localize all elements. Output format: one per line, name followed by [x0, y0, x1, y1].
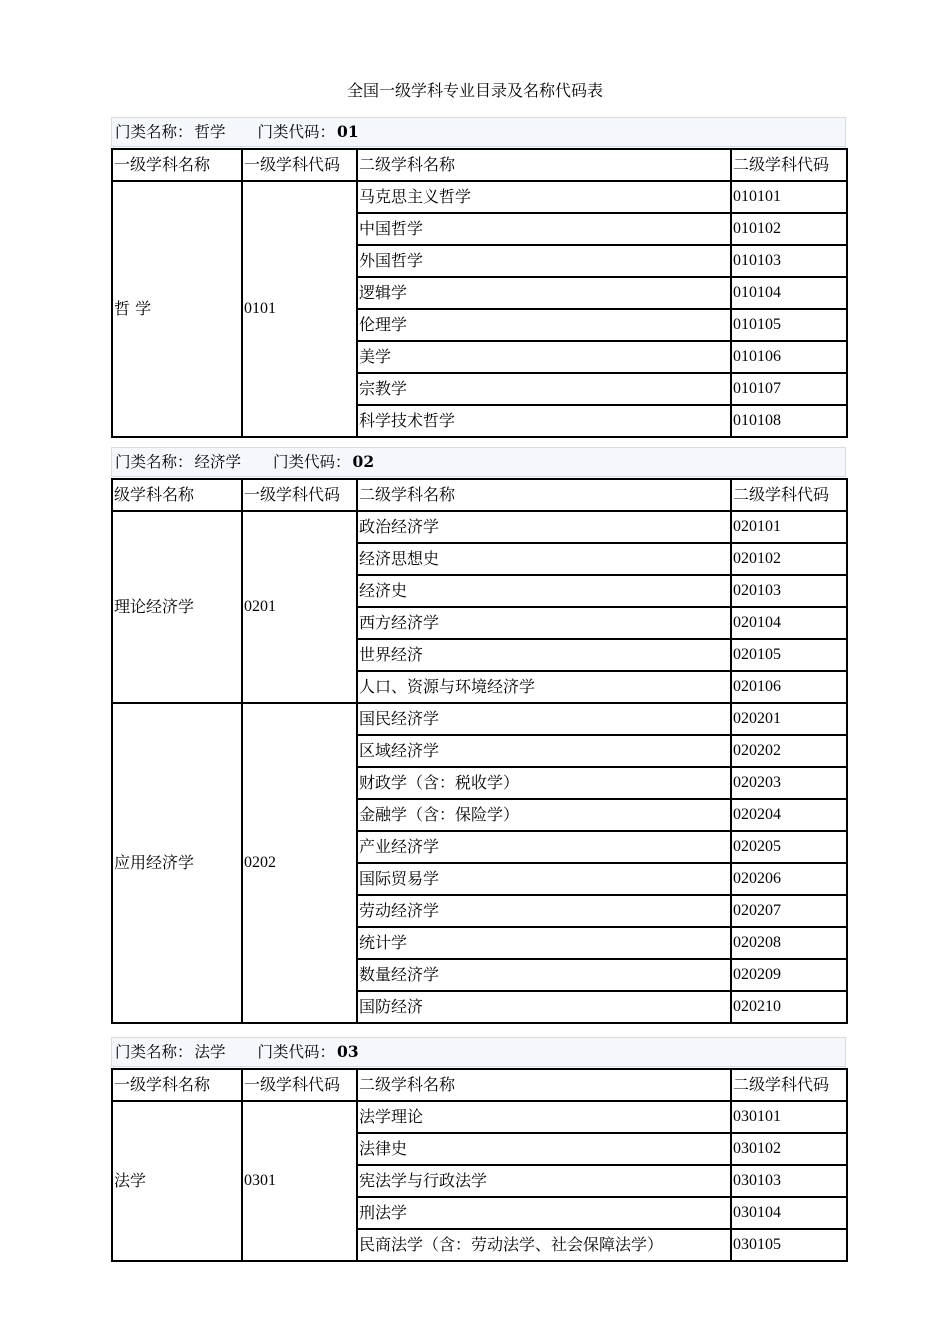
- header-first-level-code: 一级学科代码: [242, 479, 357, 511]
- second-level-name: 法学理论: [357, 1101, 731, 1133]
- second-level-name: 西方经济学: [357, 607, 731, 639]
- category-name-label: 门类名称：: [115, 453, 193, 471]
- category-name: 经济学: [194, 453, 242, 471]
- second-level-code: 010108: [731, 405, 847, 437]
- second-level-name: 中国哲学: [357, 213, 731, 245]
- second-level-name: 产业经济学: [357, 831, 731, 863]
- second-level-name: 科学技术哲学: [357, 405, 731, 437]
- second-level-code: 020105: [731, 639, 847, 671]
- second-level-code: 020202: [731, 735, 847, 767]
- second-level-name: 国民经济学: [357, 703, 731, 735]
- second-level-name: 政治经济学: [357, 511, 731, 543]
- second-level-name: 刑法学: [357, 1197, 731, 1229]
- second-level-name: 人口、资源与环境经济学: [357, 671, 731, 703]
- second-level-code: 010101: [731, 181, 847, 213]
- second-level-code: 020203: [731, 767, 847, 799]
- category-code-label: 门类代码：: [257, 123, 336, 141]
- category-code: 03: [337, 1042, 359, 1061]
- discipline-table: [111, 478, 848, 1024]
- page-title: 全国一级学科专业目录及名称代码表: [346, 81, 603, 100]
- category-name: 法学: [194, 1043, 226, 1061]
- discipline-table: [111, 148, 848, 438]
- header-first-level-name: 一级学科名称: [112, 149, 242, 181]
- category-bar: [111, 447, 846, 477]
- table-row: [112, 703, 847, 735]
- second-level-code: 020102: [731, 543, 847, 575]
- header-first-level-code: 一级学科代码: [242, 149, 357, 181]
- second-level-code: 030104: [731, 1197, 847, 1229]
- second-level-name: 法律史: [357, 1133, 731, 1165]
- header-second-level-code: 二级学科代码: [731, 1069, 847, 1101]
- second-level-code: 030103: [731, 1165, 847, 1197]
- second-level-code: 030105: [731, 1229, 847, 1261]
- category-code: 02: [352, 452, 375, 471]
- header-row: [112, 1069, 847, 1101]
- second-level-name: 宪法学与行政法学: [357, 1165, 731, 1197]
- second-level-name: 国际贸易学: [357, 863, 731, 895]
- second-level-name: 国防经济: [357, 991, 731, 1023]
- category-code-label: 门类代码：: [273, 453, 351, 471]
- second-level-code: 020201: [731, 703, 847, 735]
- first-level-name: 哲 学: [112, 181, 242, 437]
- header-first-level-code: 一级学科代码: [242, 1069, 357, 1101]
- second-level-name: 经济思想史: [357, 543, 731, 575]
- second-level-name: 马克思主义哲学: [357, 181, 731, 213]
- header-row: [112, 479, 847, 511]
- second-level-code: 020209: [731, 959, 847, 991]
- second-level-code: 020208: [731, 927, 847, 959]
- second-level-name: 区域经济学: [357, 735, 731, 767]
- second-level-code: 020205: [731, 831, 847, 863]
- category-name-label: 门类名称：: [115, 1043, 193, 1061]
- category-bar: [111, 1037, 846, 1067]
- second-level-name: 美学: [357, 341, 731, 373]
- first-level-code: 0201: [242, 511, 357, 703]
- second-level-code: 030101: [731, 1101, 847, 1133]
- second-level-name: 逻辑学: [357, 277, 731, 309]
- second-level-code: 010106: [731, 341, 847, 373]
- category-code: 01: [337, 122, 359, 141]
- second-level-name: 宗教学: [357, 373, 731, 405]
- second-level-code: 010102: [731, 213, 847, 245]
- second-level-name: 数量经济学: [357, 959, 731, 991]
- category-bar: [111, 117, 846, 147]
- second-level-code: 030102: [731, 1133, 847, 1165]
- second-level-name: 经济史: [357, 575, 731, 607]
- category-code-label: 门类代码：: [257, 1043, 336, 1061]
- header-second-level-code: 二级学科代码: [731, 479, 847, 511]
- second-level-code: 020101: [731, 511, 847, 543]
- second-level-code: 020104: [731, 607, 847, 639]
- header-first-level-name: 级学科名称: [112, 479, 242, 511]
- second-level-name: 民商法学（含：劳动法学、社会保障法学）: [357, 1229, 731, 1261]
- first-level-code: 0301: [242, 1101, 357, 1261]
- second-level-code: 020210: [731, 991, 847, 1023]
- second-level-code: 020204: [731, 799, 847, 831]
- header-second-level-name: 二级学科名称: [357, 1069, 731, 1101]
- category-name: 哲学: [194, 123, 226, 141]
- header-second-level-name: 二级学科名称: [357, 149, 731, 181]
- first-level-name: 理论经济学: [112, 511, 242, 703]
- discipline-table: [111, 1068, 848, 1262]
- header-second-level-name: 二级学科名称: [357, 479, 731, 511]
- second-level-name: 世界经济: [357, 639, 731, 671]
- second-level-name: 伦理学: [357, 309, 731, 341]
- first-level-code: 0101: [242, 181, 357, 437]
- header-first-level-name: 一级学科名称: [112, 1069, 242, 1101]
- second-level-name: 金融学（含：保险学）: [357, 799, 731, 831]
- category-name-label: 门类名称：: [115, 123, 193, 141]
- second-level-code: 010104: [731, 277, 847, 309]
- second-level-name: 统计学: [357, 927, 731, 959]
- first-level-name: 法学: [112, 1101, 242, 1261]
- table-row: [112, 511, 847, 543]
- second-level-name: 财政学（含：税收学）: [357, 767, 731, 799]
- first-level-code: 0202: [242, 703, 357, 1023]
- table-row: [112, 181, 847, 213]
- header-second-level-code: 二级学科代码: [731, 149, 847, 181]
- second-level-code: 020206: [731, 863, 847, 895]
- table-row: [112, 1101, 847, 1133]
- second-level-name: 外国哲学: [357, 245, 731, 277]
- second-level-code: 010107: [731, 373, 847, 405]
- header-row: [112, 149, 847, 181]
- second-level-code: 010105: [731, 309, 847, 341]
- second-level-code: 020103: [731, 575, 847, 607]
- second-level-code: 020207: [731, 895, 847, 927]
- second-level-name: 劳动经济学: [357, 895, 731, 927]
- second-level-code: 010103: [731, 245, 847, 277]
- second-level-code: 020106: [731, 671, 847, 703]
- first-level-name: 应用经济学: [112, 703, 242, 1023]
